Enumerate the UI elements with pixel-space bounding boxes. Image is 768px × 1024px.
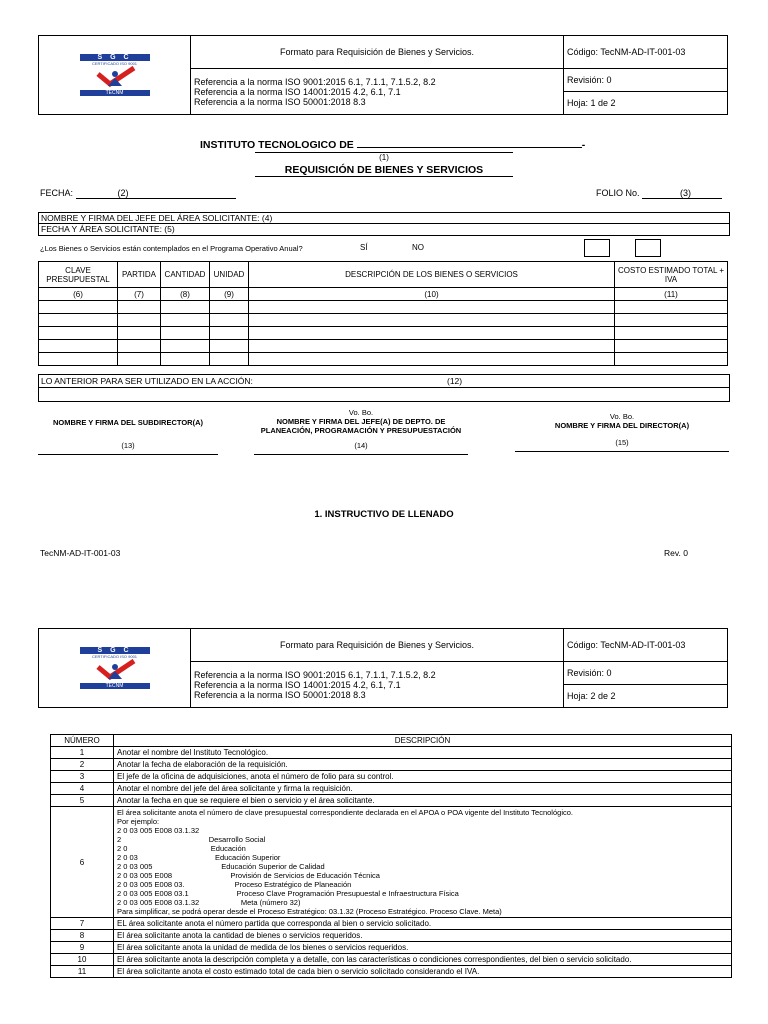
table-row: 2 Anotar la fecha de elaboración de la requisición. (51, 759, 732, 771)
page-number: Hoja: 2 de 2 (564, 685, 728, 708)
col-partida: PARTIDA (118, 262, 161, 288)
table-row: 3 El jefe de la oficina de adquisiciones, anota el número de folio para su control. (51, 771, 732, 783)
table-row: 9 El área solicitante anota la unidad de medida de los bienes o servicios requeridos. (51, 942, 732, 954)
solicitante-box[interactable] (38, 212, 730, 236)
header-table-page1 (38, 35, 728, 115)
col-cantidad: CANTIDAD (161, 262, 210, 288)
table-row[interactable] (39, 301, 728, 314)
sgc-logo: S G C CERTIFICADO ISO 9001 TECNM (80, 54, 150, 96)
footer-code: TecNM-AD-IT-001-03 (40, 548, 121, 558)
logo-cell (39, 36, 191, 115)
institute-label: INSTITUTO TECNOLOGICO DE - (200, 139, 586, 151)
form-code: Código: TecNM-AD-IT-001-03 (564, 36, 728, 69)
page-number: Hoja: 1 de 2 (564, 92, 728, 115)
col-num: (6) (39, 288, 118, 301)
accion-box[interactable] (38, 374, 730, 402)
col-num: (11) (615, 288, 728, 301)
table-row: 7 EL área solicitante anota el número partida que corresponda al bien o servicio solicitado. (51, 918, 732, 930)
col-num: (7) (118, 288, 161, 301)
norm-references: Referencia a la norma ISO 9001:2015 6.1, 7.1.1, 7.1.5.2, 8.2 Referencia a la norma ISO 14001:2015 4.2, 6.1, 7.1 Referencia a la norma ISO 50001:2018 8.3 (191, 69, 564, 115)
fecha-field[interactable]: FECHA: (2) (40, 188, 236, 199)
institute-num: (1) (255, 152, 513, 162)
logo-cell (39, 629, 191, 708)
instructivo-title: 1. INSTRUCTIVO DE LLENADO (314, 509, 454, 520)
table-row[interactable] (39, 353, 728, 366)
check-icon (90, 659, 140, 681)
jefe-line: NOMBRE Y FIRMA DEL JEFE DEL ÁREA SOLICITANTE: (4) (39, 213, 729, 224)
accion-line: LO ANTERIOR PARA SER UTILIZADO EN LA ACCIÓN: (12) (39, 375, 729, 388)
check-icon (90, 66, 140, 88)
table-row: 4 Anotar el nombre del jefe del área solicitante y firma la requisición. (51, 783, 732, 795)
table-row[interactable] (39, 327, 728, 340)
revision: Revisión: 0 (564, 662, 728, 685)
signature-director: Vo. Bo. NOMBRE Y FIRMA DEL DIRECTOR(A) (15) (515, 412, 729, 452)
poa-si-label: SÍ (360, 243, 368, 252)
instructions-table (50, 734, 732, 978)
signature-subdirector: NOMBRE Y FIRMA DEL SUBDIRECTOR(A) (13) (38, 418, 218, 455)
table-row: 11 El área solicitante anota el costo estimado total de cada bien o servicio solicitado considerando el IVA. (51, 966, 732, 978)
signature-planeacion: Vo. Bo. NOMBRE Y FIRMA DEL JEFE(A) DE DEPTO. DE PLANEACIÓN, PROGRAMACIÓN Y PRESUPUESTACIÓN (14) (254, 408, 468, 455)
requisition-title: REQUISICIÓN DE BIENES Y SERVICIOS (255, 164, 513, 177)
header-table-page2 (38, 628, 728, 708)
poa-question: ¿Los Bienes o Servicios están contemplados en el Programa Operativo Anual? (40, 244, 303, 253)
poa-no-checkbox[interactable] (635, 239, 661, 257)
table-row: 5 Anotar la fecha en que se requiere el bien o servicio y el área solicitante. (51, 795, 732, 807)
col-descripcion: DESCRIPCIÓN DE LOS BIENES O SERVICIOS (249, 262, 615, 288)
revision: Revisión: 0 (564, 69, 728, 92)
form-title: Formato para Requisición de Bienes y Servicios. (191, 36, 564, 69)
col-clave: CLAVE PRESUPUESTAL (39, 262, 118, 288)
poa-no-label: NO (412, 243, 424, 252)
table-row: 10 El área solicitante anota la descripción completa y a detalle, con las características o condiciones correspondientes, del bien o servicio solicitado. (51, 954, 732, 966)
col-num: (10) (249, 288, 615, 301)
col-costo: COSTO ESTIMADO TOTAL + IVA (615, 262, 728, 288)
sgc-logo: S G C CERTIFICADO ISO 9001 TECNM (80, 647, 150, 689)
footer-rev: Rev. 0 (664, 548, 688, 558)
table-row[interactable] (39, 314, 728, 327)
form-code: Código: TecNM-AD-IT-001-03 (564, 629, 728, 662)
table-row[interactable] (39, 340, 728, 353)
col-descripcion: DESCRIPCIÓN (114, 735, 732, 747)
folio-field[interactable]: FOLIO No. (3) (596, 188, 722, 199)
poa-si-checkbox[interactable] (584, 239, 610, 257)
table-row: 1 Anotar el nombre del Instituto Tecnológico. (51, 747, 732, 759)
fecha-area-line: FECHA Y ÁREA SOLICITANTE: (5) (41, 224, 175, 234)
col-unidad: UNIDAD (210, 262, 249, 288)
col-numero: NÚMERO (51, 735, 114, 747)
table-row: 8 El área solicitante anota la cantidad de bienes o servicios requeridos. (51, 930, 732, 942)
table-row: 6 El área solicitante anota el número de clave presupuestal correspondiente declarada en el APOA o POA vigente del Instituto Tecnológico. Por ejemplo: 2 0 03 005 E008 03.1.32 2 Desarrollo Social 2 0 Educación 2 0 03 Educación Superior 2 0 03 005 Educación Superior de Calidad 2 0 03 005 E008 Provisión de Servicios de Educación Técnica 2 0 03 005 E008 03. Proceso Estratégico de Planeación 2 0 03 005 E008 03.1 Proceso Clave Programación Presupuestal e Infraestructura Física 2 0 03 005 E008 03.1.32 Meta (número 32) Para simplificar, se podrá operar desde el Proceso Estratégico: 03.1.32 (Proceso Estratégico. Proceso Clave. Meta) (51, 807, 732, 918)
requisition-table (38, 261, 728, 366)
form-title: Formato para Requisición de Bienes y Servicios. (191, 629, 564, 662)
col-num: (9) (210, 288, 249, 301)
col-num: (8) (161, 288, 210, 301)
norm-references: Referencia a la norma ISO 9001:2015 6.1, 7.1.1, 7.1.5.2, 8.2 Referencia a la norma ISO 14001:2015 4.2, 6.1, 7.1 Referencia a la norma ISO 50001:2018 8.3 (191, 662, 564, 708)
